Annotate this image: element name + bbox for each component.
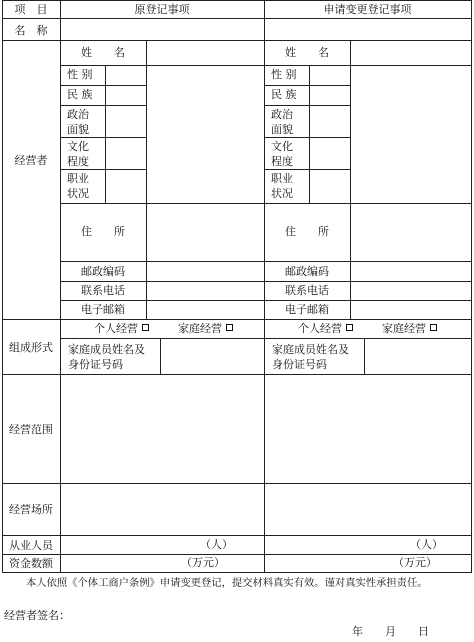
operator-name-label: 姓 名	[81, 46, 125, 59]
education-label-1: 文化	[271, 140, 293, 153]
rule	[264, 169, 350, 170]
individual-option[interactable]	[94, 322, 149, 335]
checkbox-icon[interactable]	[142, 324, 149, 331]
rule	[471, 0, 472, 572]
rule	[60, 137, 146, 138]
rule	[264, 137, 350, 138]
individual-label: 个人经营	[94, 322, 138, 335]
education-label-1: 文化	[67, 140, 89, 153]
rule	[264, 105, 350, 106]
members-label-2: 身份证号码	[68, 358, 123, 371]
rule	[2, 572, 472, 573]
postal-label: 邮政编码	[81, 265, 125, 278]
rule	[2, 0, 472, 1]
education-label-2: 程度	[271, 155, 293, 168]
rule	[60, 261, 472, 262]
rule	[350, 261, 351, 319]
political-label-2: 面貌	[271, 123, 293, 136]
members-label-1: 家庭成员姓名及	[68, 343, 145, 356]
family-option[interactable]	[178, 322, 233, 335]
place-label: 经营场所	[9, 503, 53, 516]
family-label: 家庭经营	[382, 322, 426, 335]
gender-label: 性 别	[271, 68, 297, 81]
date-line: 年 月 日	[352, 625, 429, 638]
header-changed: 申请变更登记事项	[323, 3, 412, 16]
family-label: 家庭经营	[178, 322, 222, 335]
rule	[60, 65, 472, 66]
capital-unit: （万元）	[393, 556, 437, 569]
rule	[2, 535, 472, 536]
staff-label: 从业人员	[9, 539, 53, 552]
header-original: 原登记事项	[134, 3, 190, 16]
rule	[2, 18, 472, 19]
rule	[60, 281, 472, 282]
political-label-2: 面貌	[67, 123, 89, 136]
phone-label: 联系电话	[81, 284, 125, 297]
email-label: 电子邮箱	[285, 303, 329, 316]
rule	[2, 40, 472, 41]
header-item: 项 目	[14, 3, 48, 16]
individual-label: 个人经营	[298, 322, 342, 335]
rule	[60, 203, 472, 204]
staff-unit: （人）	[200, 538, 233, 551]
rule	[2, 483, 472, 484]
rule	[2, 319, 472, 320]
rule	[2, 554, 472, 555]
rule	[146, 40, 147, 261]
rule	[264, 85, 350, 86]
staff-unit: （人）	[410, 538, 443, 551]
members-label-2: 身份证号码	[272, 358, 327, 371]
political-label-1: 政治	[67, 108, 89, 121]
capital-unit: （万元）	[181, 556, 225, 569]
operator-label: 经营者	[14, 154, 48, 167]
rule	[160, 338, 161, 374]
residence-label: 住 所	[81, 225, 125, 238]
occupation-label-2: 状况	[271, 187, 293, 200]
postal-label: 邮政编码	[285, 265, 329, 278]
capital-label: 资金数额	[9, 557, 53, 570]
rule	[2, 374, 472, 375]
rule	[146, 261, 147, 319]
form-label: 组成形式	[9, 341, 53, 354]
education-label-2: 程度	[67, 155, 89, 168]
email-label: 电子邮箱	[81, 303, 125, 316]
rule	[2, 0, 3, 572]
ethnicity-label: 民 族	[271, 88, 297, 101]
political-label-1: 政治	[271, 108, 293, 121]
rule	[60, 169, 146, 170]
residence-label: 住 所	[285, 225, 329, 238]
rule	[60, 105, 146, 106]
scope-label: 经营范围	[9, 423, 53, 436]
rule	[60, 338, 472, 339]
individual-option[interactable]	[298, 322, 353, 335]
rule	[309, 65, 310, 203]
rule	[364, 338, 365, 374]
rule	[350, 40, 351, 261]
signature-label: 经营者签名：	[4, 609, 70, 622]
phone-label: 联系电话	[285, 284, 329, 297]
rule	[60, 85, 146, 86]
rule	[105, 65, 106, 203]
gender-label: 性 别	[67, 68, 93, 81]
name-label: 名 称	[14, 24, 48, 37]
occupation-label-2: 状况	[67, 187, 89, 200]
checkbox-icon[interactable]	[346, 324, 353, 331]
ethnicity-label: 民 族	[67, 88, 93, 101]
family-option[interactable]	[382, 322, 437, 335]
checkbox-icon[interactable]	[430, 324, 437, 331]
checkbox-icon[interactable]	[226, 324, 233, 331]
occupation-label-1: 职业	[271, 172, 293, 185]
rule	[60, 300, 472, 301]
operator-name-label: 姓 名	[285, 46, 329, 59]
members-label-1: 家庭成员姓名及	[272, 343, 349, 356]
statement: 本人依照《个体工商户条例》申请变更登记，提交材料真实有效。谨对真实性承担责任。	[26, 577, 428, 589]
occupation-label-1: 职业	[67, 172, 89, 185]
